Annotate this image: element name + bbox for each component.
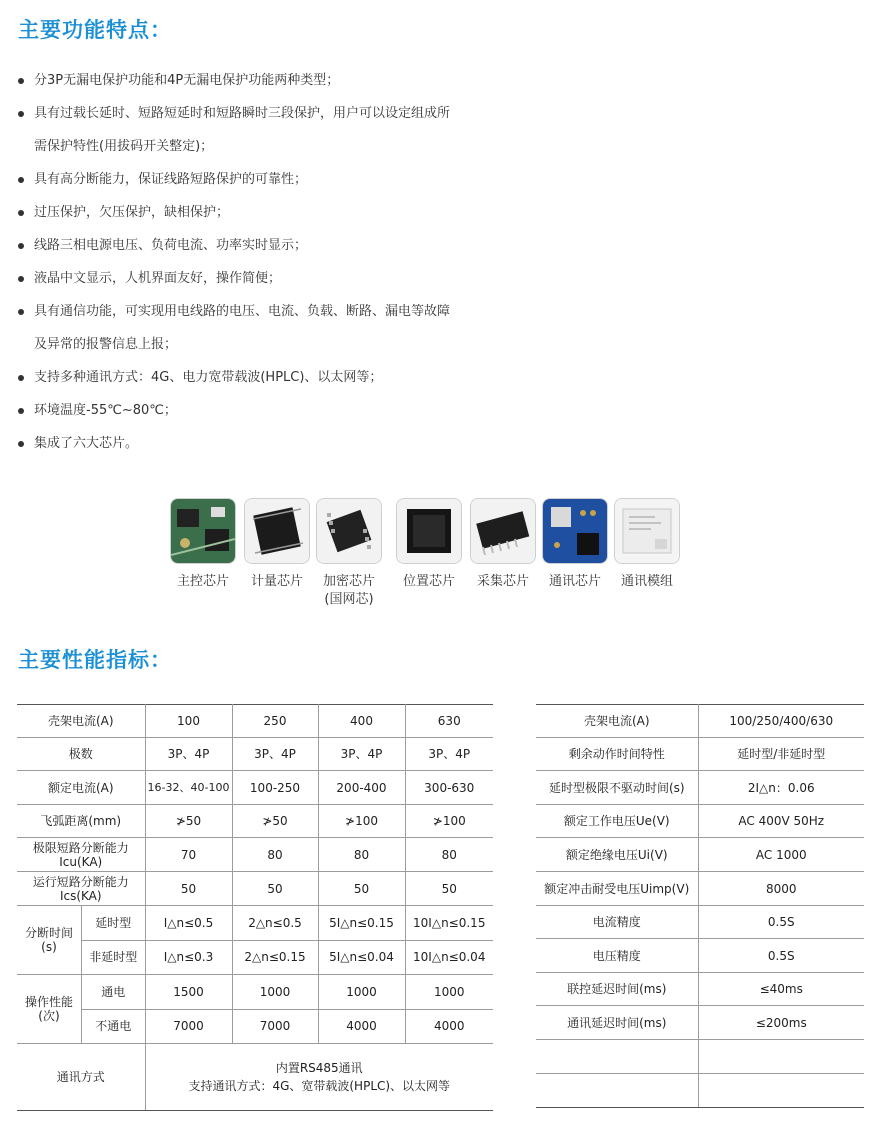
cell: 5I△n≤0.04 <box>318 940 405 975</box>
bullet-icon <box>18 111 24 117</box>
cell: 80 <box>405 838 493 872</box>
table-row <box>17 805 493 838</box>
feature-item <box>18 295 538 361</box>
feature-item <box>18 427 538 460</box>
feature-item <box>18 97 538 163</box>
cell: I△n≤0.3 <box>145 940 232 975</box>
feature-text: 过压保护，欠压保护，缺相保护； <box>34 205 230 220</box>
cell: 300-630 <box>405 771 493 805</box>
param-value: 延时型/非延时型 <box>698 738 864 771</box>
param-value: ≤200ms <box>698 1006 864 1040</box>
bullet-icon <box>18 408 24 414</box>
table-row <box>17 975 493 1010</box>
ops-group <box>17 975 145 1044</box>
feature-text: 线路三相电源电压、负荷电流、功率实时显示； <box>34 238 308 253</box>
feature-item <box>18 262 538 295</box>
break-time-group <box>17 906 145 975</box>
comm-label: 通讯方式 <box>17 1044 145 1111</box>
table-row <box>17 872 493 906</box>
chip-item <box>394 498 464 591</box>
cell: 100 <box>145 705 232 738</box>
unpowered-label: 不通电 <box>95 1019 132 1034</box>
cell: 630 <box>405 705 493 738</box>
delay-type-label: 延时型 <box>82 906 145 941</box>
table-row <box>17 906 493 941</box>
cell: 1000 <box>318 975 405 1010</box>
cell: 400 <box>318 705 405 738</box>
arc-distance-label: 飞弧距离(mm) <box>17 805 145 838</box>
cell: 10I△n≤0.04 <box>405 940 493 975</box>
param-value: AC 1000 <box>698 838 864 872</box>
poles-label: 极数 <box>17 738 145 771</box>
cell: 80 <box>232 838 318 872</box>
cell: 3P、4P <box>405 738 493 771</box>
rated-current-label: 额定电流(A) <box>17 771 145 805</box>
feature-text: 液晶中文显示，人机界面友好，操作简便； <box>34 271 282 286</box>
param-label: 壳架电流(A) <box>536 705 698 738</box>
table-row <box>536 1006 864 1040</box>
cell: 70 <box>145 838 232 872</box>
cell: 7000 <box>145 1009 232 1044</box>
table-row <box>536 939 864 973</box>
cell: 4000 <box>318 1009 405 1044</box>
chip-label: 通讯模组 <box>620 574 673 589</box>
square-chip-icon <box>396 498 462 564</box>
specs-title: 主要性能指标： <box>18 648 172 672</box>
feature-item <box>18 229 538 262</box>
feature-text: 分3P无漏电保护功能和4P无漏电保护功能两种类型； <box>34 73 340 88</box>
cell: 50 <box>405 872 493 906</box>
param-label: 延时型极限不驱动时间(s) <box>536 771 698 805</box>
table-row <box>536 906 864 939</box>
cell: 2△n≤0.15 <box>232 940 318 975</box>
cell: 3P、4P <box>145 738 232 771</box>
chip-item <box>612 498 682 591</box>
ics-label: 运行短路分断能力 Ics(KA) <box>17 872 145 906</box>
table-row <box>536 1074 864 1108</box>
cell: 3P、4P <box>318 738 405 771</box>
chip-item <box>468 498 538 591</box>
param-value: 0.5S <box>698 906 864 939</box>
blue-board-icon <box>542 498 608 564</box>
feature-text: 集成了六大芯片。 <box>34 436 139 451</box>
param-label: 额定绝缘电压Ui(V) <box>536 838 698 872</box>
bullet-icon <box>18 78 24 84</box>
chip-item <box>242 498 312 591</box>
comm-value <box>145 1044 493 1111</box>
cell: 5I△n≤0.15 <box>318 906 405 941</box>
module-icon <box>614 498 680 564</box>
table-row <box>536 838 864 872</box>
table-row <box>536 705 864 738</box>
table-row <box>536 973 864 1006</box>
cell: 3P、4P <box>232 738 318 771</box>
chip-label: 位置芯片 <box>402 574 455 589</box>
cell: 50 <box>145 872 232 906</box>
table-row <box>536 771 864 805</box>
chip-label: 加密芯片 (国网芯) <box>322 574 375 607</box>
frame-current-label: 壳架电流(A) <box>17 705 145 738</box>
pcb-icon <box>170 498 236 564</box>
table-row <box>536 872 864 906</box>
cell: 1000 <box>405 975 493 1010</box>
qfp-chip-icon <box>244 498 310 564</box>
bullet-icon <box>18 441 24 447</box>
cell: ≯100 <box>318 805 405 838</box>
feature-text: 具有通信功能，可实现用电线路的电压、电流、负载、断路、漏电等故障 <box>34 304 451 319</box>
cell: 2△n≤0.5 <box>232 906 318 941</box>
cell: ≯50 <box>232 805 318 838</box>
param-value: 2I△n：0.06 <box>698 771 864 805</box>
cell: 1500 <box>145 975 232 1010</box>
feature-item <box>18 163 538 196</box>
feature-text: 需保护特性(用拔码开关整定)； <box>34 139 214 154</box>
param-label: 额定冲击耐受电压Uimp(V) <box>536 872 698 906</box>
chip-label: 计量芯片 <box>250 574 303 589</box>
feature-text: 及异常的报警信息上报； <box>34 337 178 352</box>
ops-label: 操作性能 (次) <box>17 975 82 1043</box>
feature-text: 环境温度-55℃~80℃； <box>34 403 177 418</box>
feature-text: 具有高分断能力，保证线路短路保护的可靠性； <box>34 172 308 187</box>
param-label: 剩余动作时间特性 <box>536 738 698 771</box>
cell: 50 <box>318 872 405 906</box>
param-value <box>698 1074 864 1108</box>
feature-item <box>18 394 538 427</box>
table-row <box>17 1044 493 1111</box>
chip-item <box>168 498 238 591</box>
chip-gallery <box>168 498 708 618</box>
table-row <box>17 705 493 738</box>
param-label: 电流精度 <box>536 906 698 939</box>
table-row <box>536 805 864 838</box>
param-value: 100/250/400/630 <box>698 705 864 738</box>
param-label <box>536 1074 698 1108</box>
chip-label: 采集芯片 <box>476 574 529 589</box>
chip-label: 主控芯片 <box>176 574 229 589</box>
param-label <box>536 1040 698 1074</box>
dip-chip-icon <box>470 498 536 564</box>
feature-text: 支持多种通讯方式：4G、电力宽带载波(HPLC)、以太网等； <box>34 370 383 385</box>
table-row <box>17 838 493 872</box>
feature-text: 具有过载长延时、短路短延时和短路瞬时三段保护，用户可以设定组成所 <box>34 106 451 121</box>
bullet-icon <box>18 243 24 249</box>
cell: 200-400 <box>318 771 405 805</box>
cell: 1000 <box>232 975 318 1010</box>
icu-label: 极限短路分断能力 Icu(KA) <box>17 838 145 872</box>
bullet-icon <box>18 210 24 216</box>
feature-item <box>18 196 538 229</box>
bullet-icon <box>18 375 24 381</box>
powered-label: 通电 <box>82 975 145 1010</box>
feature-list <box>18 64 538 460</box>
break-time-label: 分断时间 (s) <box>17 906 82 974</box>
table-row <box>536 1040 864 1074</box>
bullet-icon <box>18 177 24 183</box>
comm-line-1: 内置RS485通讯 <box>275 1061 363 1075</box>
bullet-icon <box>18 309 24 315</box>
features-title: 主要功能特点： <box>18 18 172 42</box>
bullet-icon <box>18 276 24 282</box>
param-value: 0.5S <box>698 939 864 973</box>
param-value: ≤40ms <box>698 973 864 1006</box>
spec-table-left <box>17 704 493 1111</box>
cell: 250 <box>232 705 318 738</box>
cell: ≯50 <box>145 805 232 838</box>
table-row <box>536 738 864 771</box>
param-label: 联控延迟时间(ms) <box>536 973 698 1006</box>
spec-table-right <box>536 704 864 1108</box>
cell: 10I△n≤0.15 <box>405 906 493 941</box>
sop-chip-icon <box>316 498 382 564</box>
table-row <box>17 738 493 771</box>
param-value: AC 400V 50Hz <box>698 805 864 838</box>
cell: ≯100 <box>405 805 493 838</box>
feature-item <box>18 361 538 394</box>
param-value: 8000 <box>698 872 864 906</box>
cell: 80 <box>318 838 405 872</box>
comm-line-2: 支持通讯方式：4G、宽带载波(HPLC)、以太网等 <box>188 1079 451 1093</box>
table-row <box>17 771 493 805</box>
param-label: 额定工作电压Ue(V) <box>536 805 698 838</box>
cell: 7000 <box>232 1009 318 1044</box>
chip-label: 通讯芯片 <box>548 574 601 589</box>
chip-item <box>314 498 384 609</box>
cell: 100-250 <box>232 771 318 805</box>
param-value <box>698 1040 864 1074</box>
chip-item <box>540 498 610 591</box>
cell: 50 <box>232 872 318 906</box>
param-label: 通讯延迟时间(ms) <box>536 1006 698 1040</box>
cell: 4000 <box>405 1009 493 1044</box>
param-label: 电压精度 <box>536 939 698 973</box>
cell: 16-32、40-100 <box>145 771 232 805</box>
feature-item <box>18 64 538 97</box>
cell: I△n≤0.5 <box>145 906 232 941</box>
non-delay-type-label: 非延时型 <box>89 950 138 965</box>
